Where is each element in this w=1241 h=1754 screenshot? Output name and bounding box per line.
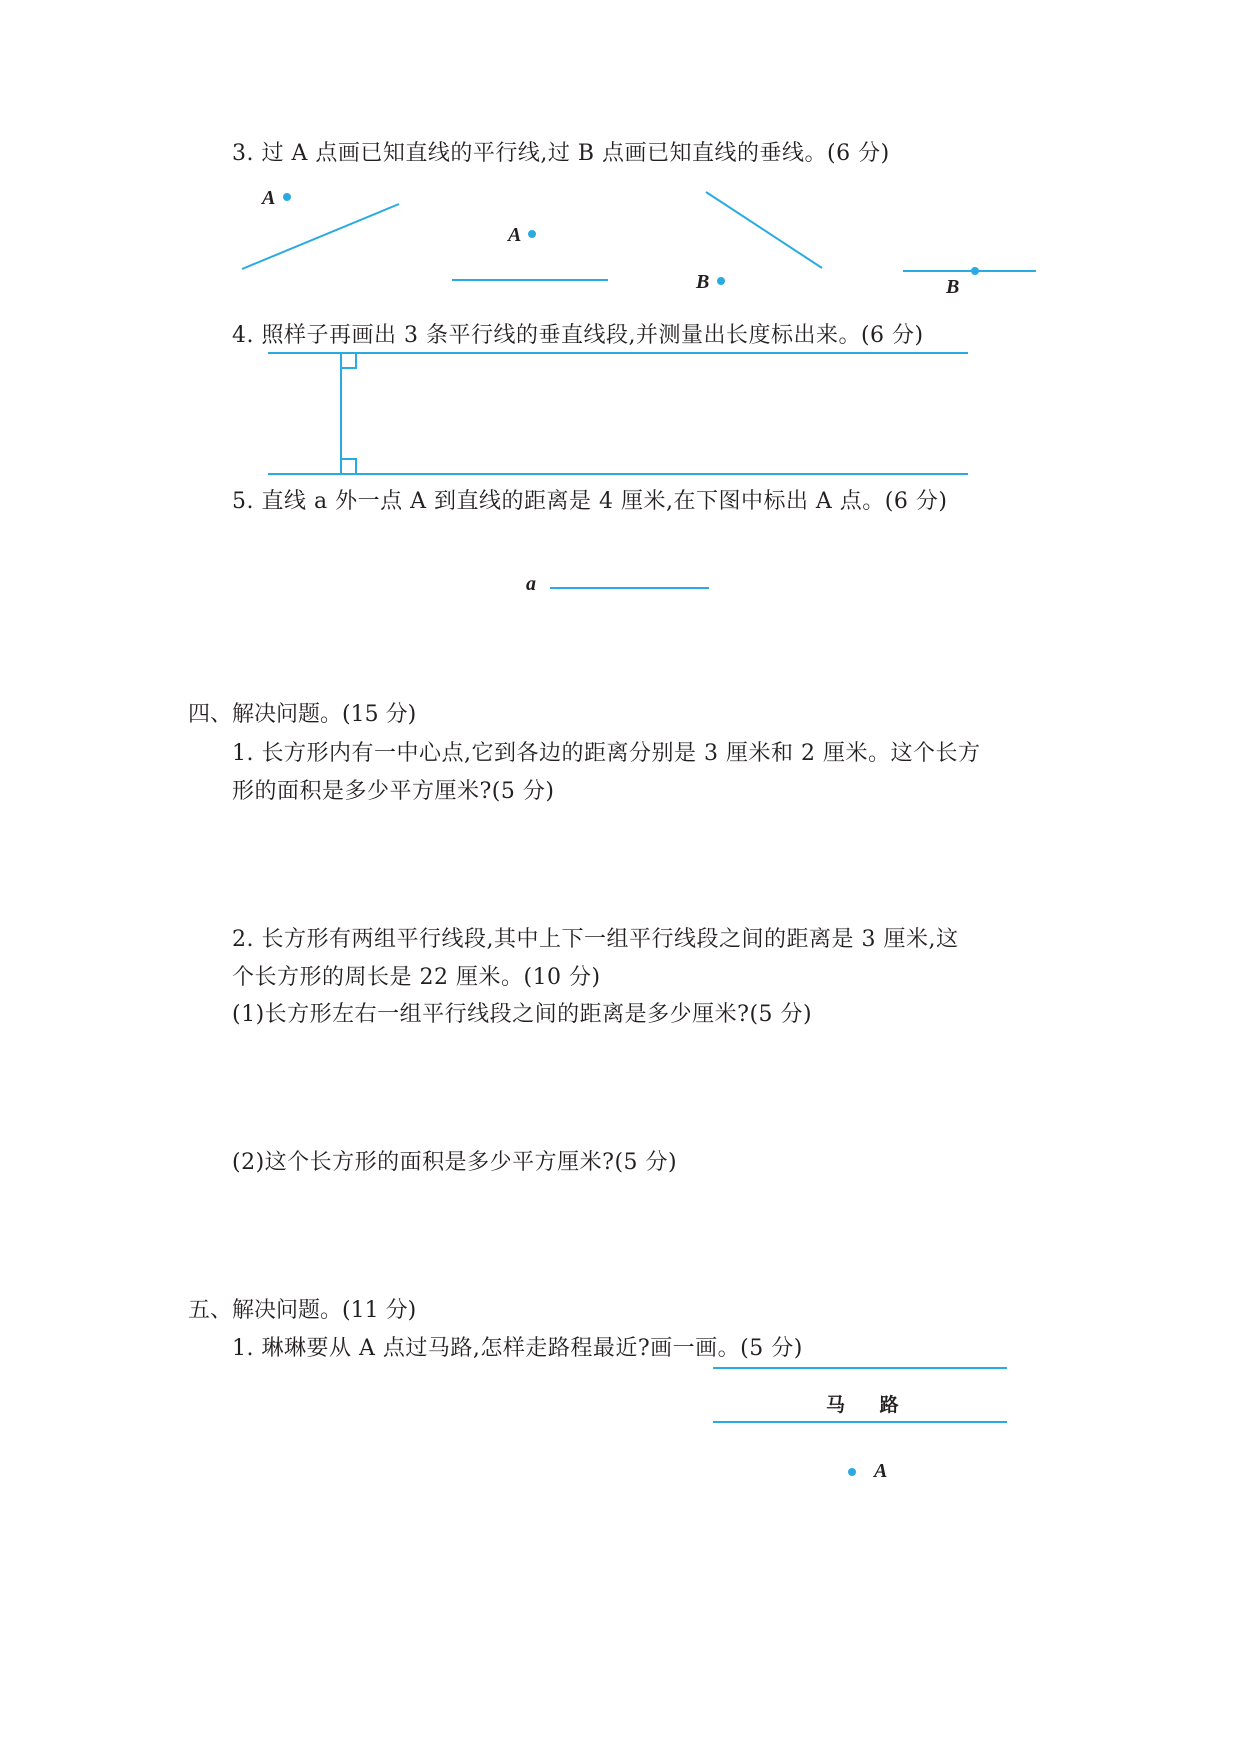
point-b-dot-1 bbox=[717, 277, 725, 285]
part-4-q2-line-1: 2. 长方形有两组平行线段,其中上下一组平行线段之间的距离是 3 厘米,这 bbox=[232, 927, 959, 952]
question-5-text: 5. 直线 a 外一点 A 到直线的距离是 4 厘米,在下图中标出 A 点。(6 分) bbox=[232, 489, 948, 514]
line-a-label: a bbox=[526, 573, 536, 595]
part-5-q1-text: 1. 琳琳要从 A 点过马路,怎样走路程最近?画一画。(5 分) bbox=[232, 1336, 803, 1361]
road-figure bbox=[713, 1368, 1007, 1422]
point-b-label-2: B bbox=[946, 276, 960, 298]
q4-right-angle-bottom bbox=[341, 459, 356, 474]
question-4-text: 4. 照样子再画出 3 条平行线的垂直线段,并测量出长度标出来。(6 分) bbox=[232, 323, 924, 348]
point-a-dot-2 bbox=[528, 230, 536, 238]
point-b-dot-2 bbox=[971, 267, 979, 275]
part-4-q2-line-2: 个长方形的周长是 22 厘米。(10 分) bbox=[232, 965, 601, 990]
q4-right-angle-top bbox=[341, 353, 356, 368]
part-4-q2-sub-2: (2)这个长方形的面积是多少平方厘米?(5 分) bbox=[232, 1150, 678, 1175]
q3-slanted-line-1 bbox=[242, 204, 399, 269]
part-4-q1-line-1: 1. 长方形内有一中心点,它到各边的距离分别是 3 厘米和 2 厘米。这个长方 bbox=[232, 741, 981, 766]
question-3-text: 3. 过 A 点画已知直线的平行线,过 B 点画已知直线的垂线。(6 分) bbox=[232, 141, 890, 166]
part-4-q2-sub-1: (1)长方形左右一组平行线段之间的距离是多少厘米?(5 分) bbox=[232, 1002, 813, 1027]
point-b-label-1: B bbox=[696, 271, 710, 293]
road-label: 马 路 bbox=[826, 1394, 913, 1416]
q4-figure bbox=[268, 353, 968, 474]
point-a-dot-1 bbox=[283, 193, 291, 201]
point-a-label-1: A bbox=[262, 187, 276, 209]
part-4-heading: 四、解决问题。(15 分) bbox=[188, 702, 417, 727]
point-a-road-dot bbox=[848, 1468, 856, 1476]
point-a-road-label: A bbox=[874, 1460, 888, 1482]
q3-slanted-line-2 bbox=[706, 192, 822, 268]
q3-figure bbox=[242, 192, 1036, 280]
q3-points bbox=[283, 193, 979, 285]
part-5-heading: 五、解决问题。(11 分) bbox=[188, 1298, 417, 1323]
point-a-label-2: A bbox=[508, 224, 522, 246]
part-4-q1-line-2: 形的面积是多少平方厘米?(5 分) bbox=[232, 779, 555, 804]
